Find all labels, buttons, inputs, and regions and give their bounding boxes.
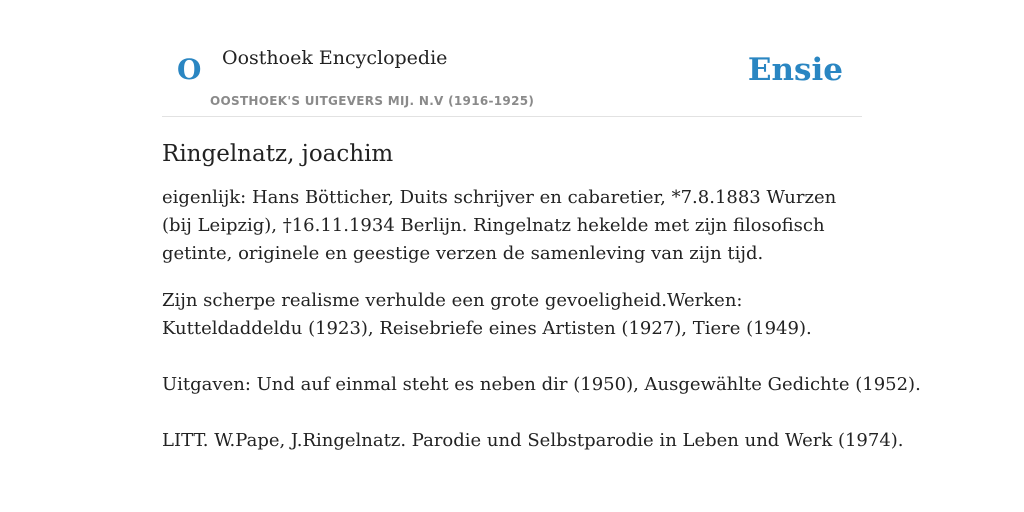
entry-content bbox=[162, 136, 921, 455]
entry-title: Ringelnatz, joachim bbox=[162, 141, 394, 167]
entry-paragraph: Uitgaven: Und auf einmal steht es neben dir (1950), Ausgewählte Gedichte (1952). bbox=[162, 374, 921, 395]
entry-paragraph: eigenlijk: Hans Bötticher, Duits schrijver en cabaretier, *7.8.1883 Wurzen (bij Leipzig), †16.11.1934 Berlijn. Ringelnatz hekelde met zijn filosofisch getinte, originele en geestige verzen de samenleving van zijn tijd. bbox=[162, 187, 837, 264]
entry-paragraph: LITT. W.Pape, J.Ringelnatz. Parodie und Selbstparodie in Leben und Werk (1974). bbox=[162, 430, 904, 451]
encyclopedia-title[interactable]: Oosthoek Encyclopedie bbox=[222, 47, 448, 69]
header bbox=[162, 0, 862, 117]
brand-logo[interactable]: Ensie bbox=[747, 52, 843, 88]
logo[interactable]: O bbox=[177, 53, 202, 86]
publisher-subtitle: OOSTHOEK'S UITGEVERS MIJ. N.V (1916-1925) bbox=[210, 94, 535, 108]
entry-paragraph: Zijn scherpe realisme verhulde een grote gevoeligheid.Werken: Kutteldaddeldu (1923), Reisebriefe eines Artisten (1927), Tiere (1949). bbox=[162, 290, 812, 339]
